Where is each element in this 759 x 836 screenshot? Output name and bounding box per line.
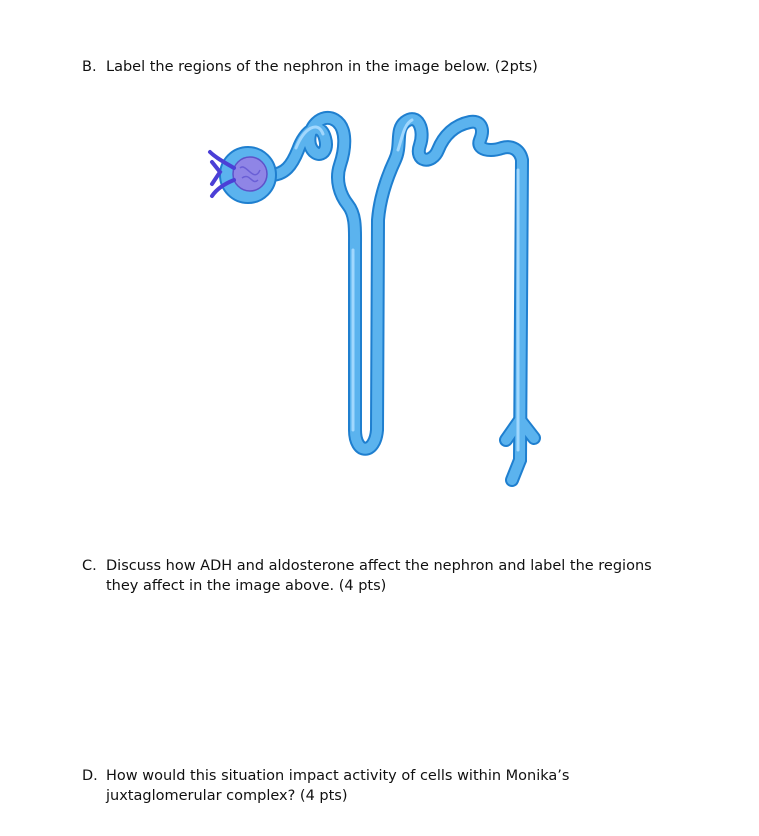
- nephron-diagram: [200, 95, 560, 495]
- question-b-number: B.: [82, 59, 97, 75]
- tubule-fill: [270, 118, 534, 480]
- tubule-outline: [270, 118, 534, 480]
- tubule-highlight: [296, 120, 518, 450]
- glomerulus: [233, 157, 267, 191]
- question-d-number: D.: [82, 768, 98, 784]
- question-b: [82, 57, 666, 77]
- renal-corpuscle: [220, 147, 276, 203]
- question-c: [82, 556, 666, 596]
- question-b-text: Label the regions of the nephron in the image below. (2pts): [106, 59, 538, 75]
- question-c-text: Discuss how ADH and aldosterone affect the nephron and label the regions they affect in the image above. (4 pts): [106, 558, 652, 594]
- question-d-text: How would this situation impact activity of cells within Monika’s juxtaglomerular complex? (4 pts): [106, 768, 570, 804]
- question-d: [82, 766, 666, 806]
- question-c-number: C.: [82, 558, 97, 574]
